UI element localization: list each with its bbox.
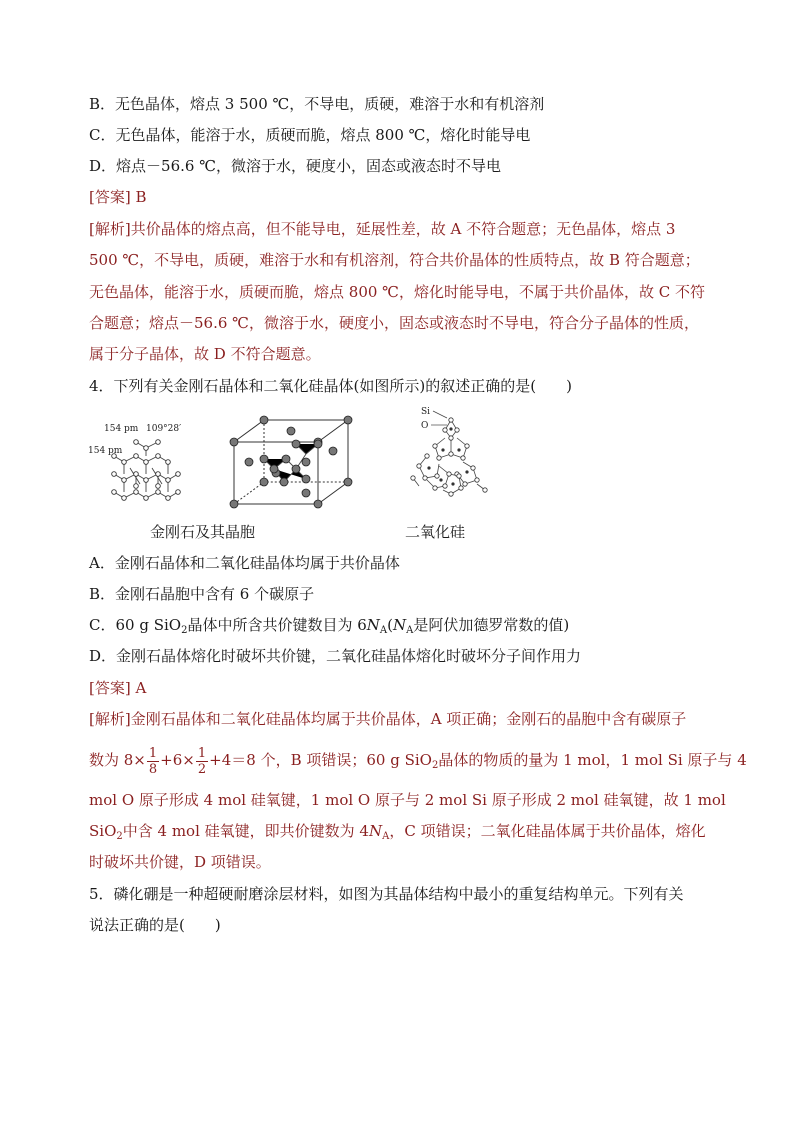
q3-analysis-line-3: 无色晶体，能溶于水，质硬而脆，熔点 800 ℃，熔化时能导电，不属于共价晶体，故 C 不符 (89, 283, 705, 301)
diamond-structure-figure (84, 412, 192, 510)
q3-analysis-line-5: 属于分子晶体，故 D 不符合题意。 (89, 345, 321, 363)
q5-stem-line-2: 说法正确的是( ) (89, 916, 221, 934)
bond-length-label-1: 154 pm (104, 424, 139, 434)
diamond-unit-cell-figure (226, 414, 356, 510)
fraction-one-eighth: $\frac{1}{8}$ (148, 745, 158, 777)
q4-analysis-line-2: 数为 8× $\frac{1}{8}$ +6× $\frac{1}{2}$ +4＝8 个，B 项错误；60 g SiO$_2$晶体的物质的量为 1 mol，1 mol Si 原子与 4 (89, 745, 747, 777)
q4-option-d: D．金刚石晶体熔化时破坏共价键，二氧化硅晶体熔化时破坏分子间作用力 (89, 647, 582, 665)
q3-option-c: C．无色晶体，能溶于水，质硬而脆，熔点 800 ℃，熔化时能导电 (89, 126, 531, 144)
q4-option-c: C．60 g SiO$_2$晶体中所含共价键数目为 $6N_A(N_A$是阿伏加德罗常数的值) (89, 616, 570, 636)
q3-option-b: B．无色晶体，熔点 3 500 ℃，不导电，质硬，难溶于水和有机溶剂 (89, 95, 545, 113)
fraction-one-half: $\frac{1}{2}$ (197, 745, 207, 777)
q3-analysis-line-2: 500 ℃，不导电，质硬，难溶于水和有机溶剂，符合共价晶体的性质特点，故 B 符合题意； (89, 251, 700, 269)
q4-analysis-line-5: 时破坏共价键，D 项错误。 (89, 853, 271, 871)
bond-angle-label: 109°28′ (146, 424, 182, 434)
q4-analysis-line-4: SiO$_2$中含 4 mol 硅氧键，即共价键数为 $4N_A$，C 项错误；二氧化硅晶体属于共价晶体，熔化 (89, 822, 706, 842)
q4-stem: 4．下列有关金刚石晶体和二氧化硅晶体(如图所示)的叙述正确的是( ) (89, 377, 572, 395)
bond-length-label-2: 154 pm (88, 446, 123, 456)
q4-analysis-line-3: mol O 原子形成 4 mol 硅氧键，1 mol O 原子与 2 mol Si 原子形成 2 mol 硅氧键，故 1 mol (89, 791, 726, 809)
o-legend-label: O (421, 421, 429, 431)
si-legend-label: Si (421, 407, 431, 417)
q3-answer: [答案] B (89, 188, 147, 206)
q3-analysis-line-4: 合题意；熔点－56.6 ℃，微溶于水，硬度小，固态或液态时不导电，符合分子晶体的性质， (89, 314, 699, 332)
q5-stem-line-1: 5．磷化硼是一种超硬耐磨涂层材料，如图为其晶体结构中最小的重复结构单元。下列有关 (89, 885, 684, 903)
q3-analysis-line-1: [解析]共价晶体的熔点高，但不能导电，延展性差，故 A 不符合题意；无色晶体，熔点 3 (89, 220, 676, 238)
silica-structure-figure (405, 404, 495, 504)
q3-option-d: D．熔点－56.6 ℃，微溶于水，硬度小，固态或液态时不导电 (89, 157, 501, 175)
q4-option-a: A．金刚石晶体和二氧化硅晶体均属于共价晶体 (89, 554, 400, 572)
q4-analysis-line-1: [解析]金刚石晶体和二氧化硅晶体均属于共价晶体，A 项正确；金刚石的晶胞中含有碳原子 (89, 710, 687, 728)
q4-answer: [答案] A (89, 679, 147, 697)
caption-silica: 二氧化硅 (405, 523, 466, 541)
caption-diamond: 金刚石及其晶胞 (150, 523, 256, 541)
q4-option-b: B．金刚石晶胞中含有 6 个碳原子 (89, 585, 315, 603)
